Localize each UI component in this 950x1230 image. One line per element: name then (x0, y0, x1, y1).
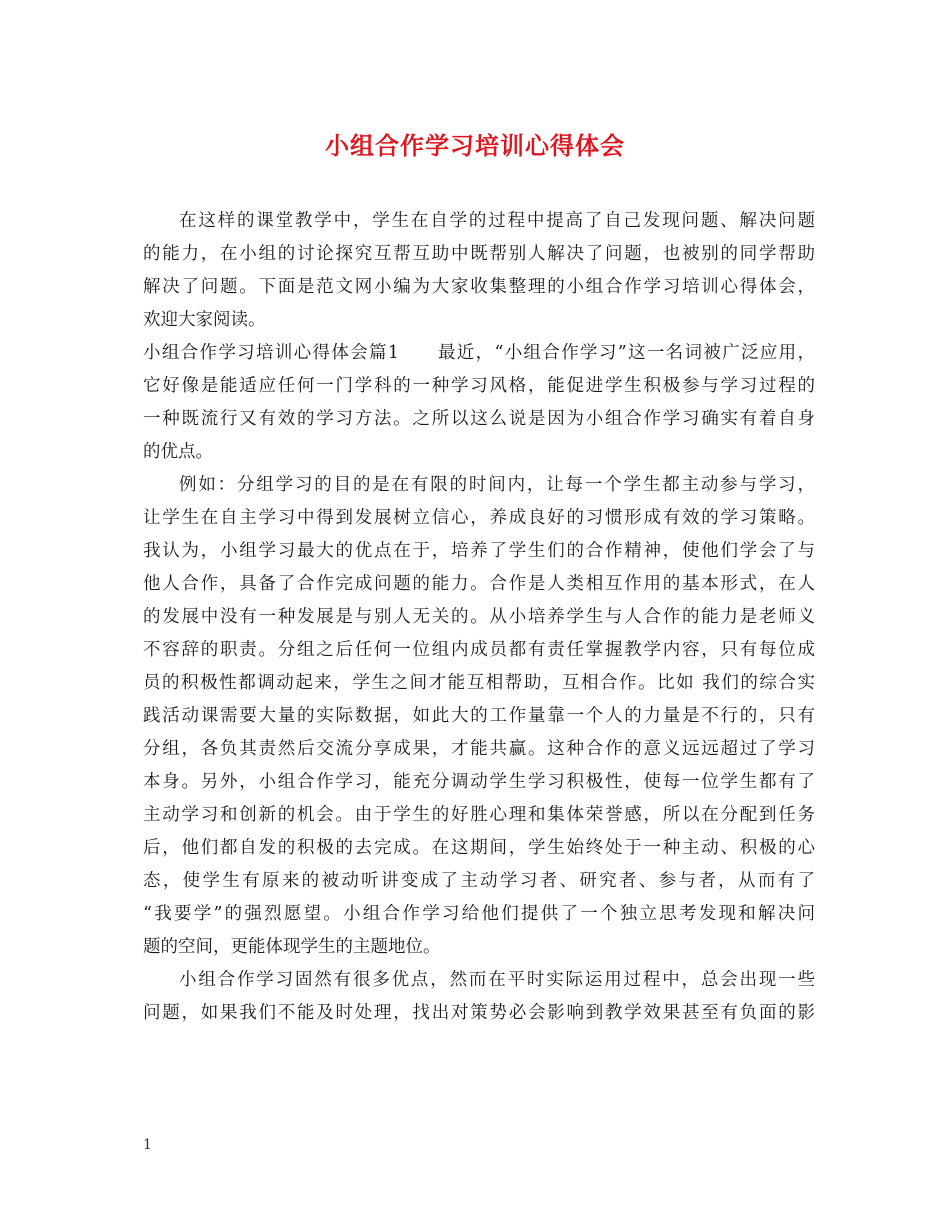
text-line: 解决了问题。下面是范文网小编为大家收集整理的小组合作学习培训心得体会， (143, 277, 815, 297)
text-line: 的发展中没有一种发展是与别人无关的。从小培养学生与人合作的能力是老师义 (143, 607, 815, 627)
text-line: 主动学习和创新的机会。由于学生的好胜心理和集体荣誉感，所以在分配到任务 (143, 805, 815, 825)
text-line: 他人合作，具备了合作完成问题的能力。合作是人类相互作用的基本形式，在人 (143, 574, 815, 594)
text-line: 员的积极性都调动起来，学生之间才能互相帮助，互相合作。比如 我们的综合实 (143, 673, 815, 693)
text-line: 在这样的课堂教学中，学生在自学的过程中提高了自己发现问题、解决问题 (179, 211, 815, 231)
text-line: 小组合作学习固然有很多优点，然而在平时实际运用过程中，总会出现一些 (179, 970, 815, 990)
text-line: 分组，各负其责然后交流分享成果，才能共赢。这种合作的意义远远超过了学习 (143, 739, 815, 759)
text-line: 践活动课需要大量的实际数据，如此大的工作量靠一个人的力量是不行的，只有 (143, 706, 815, 726)
text-line: 一种既流行又有效的学习方法。之所以这么说是因为小组合作学习确实有着自身 (143, 409, 815, 429)
text-line: “我要学”的强烈愿望。小组合作学习给他们提供了一个独立思考发现和解决问 (143, 904, 815, 924)
text-line: 的优点。 (143, 442, 213, 462)
text-line: 题的空间，更能体现学生的主题地位。 (143, 937, 441, 957)
text-line: 的能力，在小组的讨论探究互帮互助中既帮别人解决了问题，也被别的同学帮助 (143, 244, 815, 264)
document-body (143, 205, 815, 1030)
text-line: 本身。另外，小组合作学习，能充分调动学生学习积极性，使每一位学生都有了 (143, 772, 815, 792)
text-line: 不容辞的职责。分组之后任何一位组内成员都有责任掌握教学内容，只有每位成 (143, 640, 815, 660)
text-line: 欢迎大家阅读。 (143, 310, 266, 330)
text-line: 它好像是能适应任何一门学科的一种学习风格，能促进学生积极参与学习过程的 (143, 376, 815, 396)
text-line: 例如：分组学习的目的是在有限的时间内，让每一个学生都主动参与学习， (179, 475, 815, 495)
text-line: 我认为，小组学习最大的优点在于，培养了学生们的合作精神，使他们学会了与 (143, 541, 815, 561)
text-line: 问题，如果我们不能及时处理，找出对策势必会影响到教学效果甚至有负面的影 (143, 1003, 815, 1023)
text-line: 后，他们都自发的积极的去完成。在这期间，学生始终处于一种主动、积极的心 (143, 838, 815, 858)
page-number: 1 (143, 1137, 152, 1153)
text-line: 小组合作学习培训心得体会篇1 最近，“小组合作学习”这一名词被广泛应用， (143, 343, 815, 363)
text-line: 让学生在自主学习中得到发展树立信心，养成良好的习惯形成有效的学习策略。 (143, 508, 815, 528)
document-title: 小组合作学习培训心得体会 (325, 131, 625, 160)
text-line: 态，使学生有原来的被动听讲变成了主动学习者、研究者、参与者，从而有了 (143, 871, 815, 891)
